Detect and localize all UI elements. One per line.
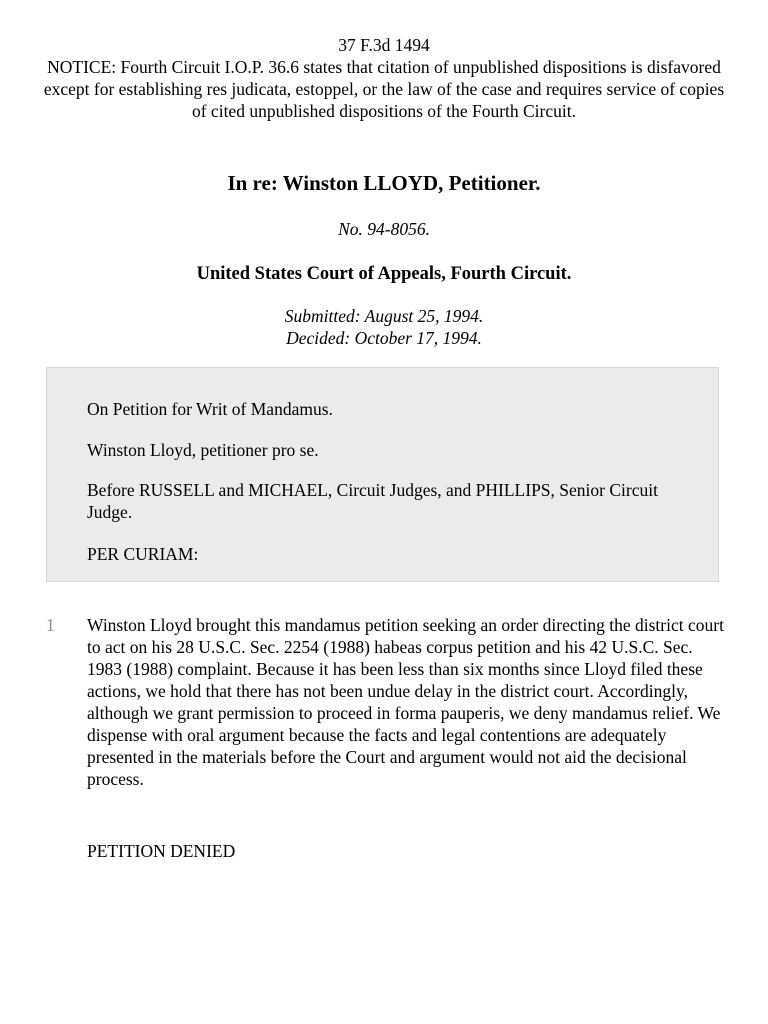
paragraph-text: Winston Lloyd brought this mandamus petition seeking an order directing the district court to act on his 28 U.S.C. Sec. 2254 (1988) habeas corpus petition and his 42 U.S.C. Sec. 1983 (1988) complaint. Because it has been less than six months since Lloyd filed these actions, we hold that there has not been undue delay in the district court. Accordingly, although we grant permission to proceed in forma pauperis, we deny mandamus relief. We dispense with oral argument because the facts and legal contentions are adequately presented in the materials before the Court and argument would not aid the decisional process. <box>87 615 724 789</box>
petition-type: On Petition for Writ of Mandamus. <box>87 399 333 419</box>
docket-number: No. 94-8056. <box>338 219 430 239</box>
case-summary-box <box>46 367 719 582</box>
per-curiam-label: PER CURIAM: <box>87 544 199 564</box>
paragraph-number: 1 <box>46 615 55 635</box>
document-header <box>40 34 728 122</box>
case-dates <box>0 305 768 349</box>
reporter-citation: 37 F.3d 1494 <box>338 35 430 55</box>
submitted-date: Submitted: August 25, 1994. <box>284 306 484 326</box>
counsel-line: Winston Lloyd, petitioner pro se. <box>87 440 319 460</box>
unpublished-notice: NOTICE: Fourth Circuit I.O.P. 36.6 states that citation of unpublished dispositions is disfavored except for establishing res judicata, estoppel, or the law of the case and requires service of copies of cited unpublished dispositions of the Fourth Circuit. <box>43 57 725 121</box>
panel-line: Before RUSSELL and MICHAEL, Circuit Judges, and PHILLIPS, Senior Circuit Judge. <box>87 480 658 522</box>
decided-date: Decided: October 17, 1994. <box>286 328 482 348</box>
case-title: In re: Winston LLOYD, Petitioner. <box>227 171 541 195</box>
court-name: United States Court of Appeals, Fourth Circuit. <box>196 264 572 284</box>
disposition: PETITION DENIED <box>87 841 236 861</box>
